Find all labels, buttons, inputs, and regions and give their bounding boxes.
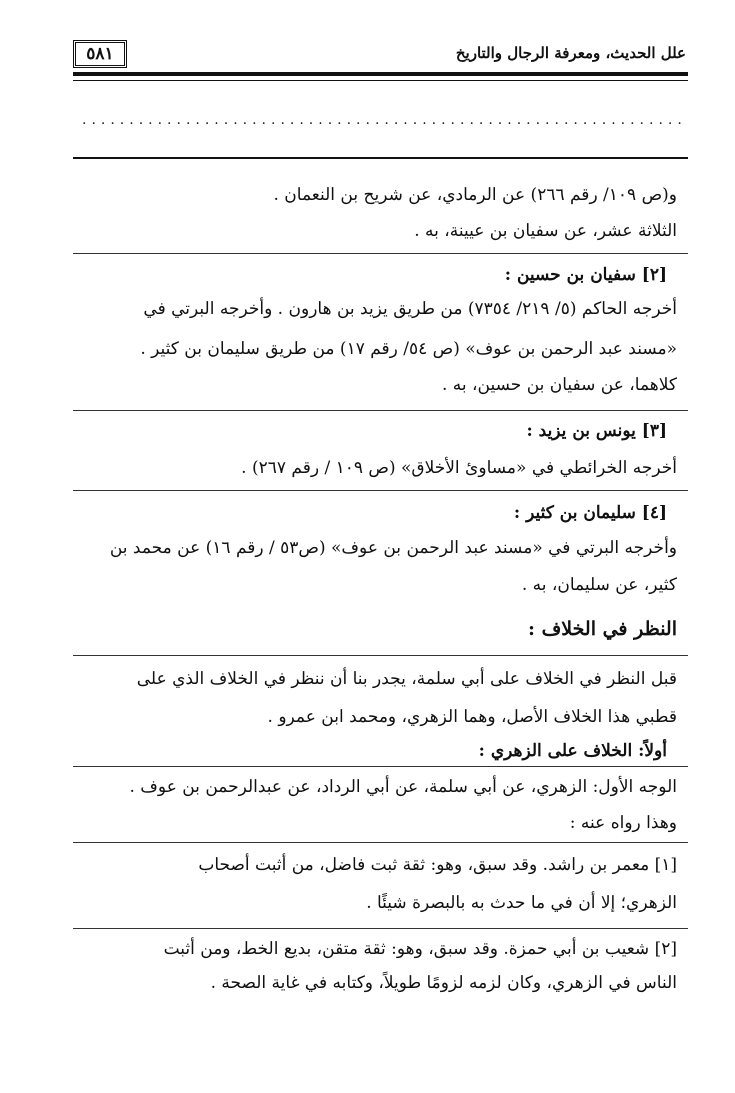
text-line: وهذا رواه عنه : xyxy=(569,813,677,833)
separator xyxy=(73,410,688,411)
text-line: كلاهما، عن سفيان بن حسين، به . xyxy=(442,375,677,395)
subheading: أولاً: الخلاف على الزهري : xyxy=(478,741,667,761)
page-number: ٥٨١ xyxy=(73,40,127,68)
subheading: [٣] يونس بن يزيد : xyxy=(526,421,667,441)
text-line: الوجه الأول: الزهري، عن أبي سلمة، عن أبي الرداد، عن عبدالرحمن بن عوف . xyxy=(129,777,677,797)
text-line: [١] معمر بن راشد. وقد سبق، وهو: ثقة ثبت فاضل، من أثبت أصحاب xyxy=(198,855,677,875)
text-line: كثير، عن سليمان، به . xyxy=(521,575,677,595)
text-line: الزهري؛ إلا أن في ما حدث به بالبصرة شيئًا . xyxy=(366,893,677,913)
separator xyxy=(73,655,688,656)
header-rule-thick xyxy=(73,72,688,76)
text-line: الثلاثة عشر، عن سفيان بن عيينة، به . xyxy=(414,221,677,241)
text-line: وأخرجه البرتي في «مسند عبد الرحمن بن عوف» (ص٥٣ / رقم ١٦) عن محمد بن xyxy=(109,538,677,558)
section-rule xyxy=(73,157,688,159)
subheading: [٤] سليمان بن كثير : xyxy=(513,503,667,523)
text-line: قبل النظر في الخلاف على أبي سلمة، يجدر بنا أن ننظر في الخلاف الذي على xyxy=(136,669,677,689)
text-line: أخرجه الخرائطي في «مساوئ الأخلاق» (ص ١٠٩ / رقم ٢٦٧) . xyxy=(241,458,677,478)
separator xyxy=(73,842,688,843)
running-title: علل الحديث، ومعرفة الرجال والتاريخ xyxy=(455,44,686,62)
text-line: قطبي هذا الخلاف الأصل، وهما الزهري، ومحمد ابن عمرو . xyxy=(267,707,677,727)
dotted-separator: ................................................................ xyxy=(82,112,687,128)
separator xyxy=(73,928,688,929)
section-heading: النظر في الخلاف : xyxy=(527,618,677,640)
text-line: «مسند عبد الرحمن بن عوف» (ص ٥٤/ رقم ١٧) من طريق سليمان بن كثير . xyxy=(140,339,677,359)
separator xyxy=(73,490,688,491)
text-line: الناس في الزهري، وكان لزمه لزومًا طويلاً، وكتابه في غاية الصحة . xyxy=(210,973,677,993)
separator xyxy=(73,766,688,767)
text-line: أخرجه الحاكم (٥/ ٢١٩/ ٧٣٥٤) من طريق يزيد بن هارون . وأخرجه البرتي في xyxy=(143,299,677,319)
text-line: و(ص ١٠٩/ رقم ٢٦٦) عن الرمادي، عن شريح بن النعمان . xyxy=(273,185,677,205)
header-rule-thin xyxy=(73,80,688,81)
separator xyxy=(73,253,688,254)
text-line: [٢] شعيب بن أبي حمزة. وقد سبق، وهو: ثقة متقن، بديع الخط، ومن أثبت xyxy=(163,939,677,959)
subheading: [٢] سفيان بن حسين : xyxy=(504,265,667,285)
